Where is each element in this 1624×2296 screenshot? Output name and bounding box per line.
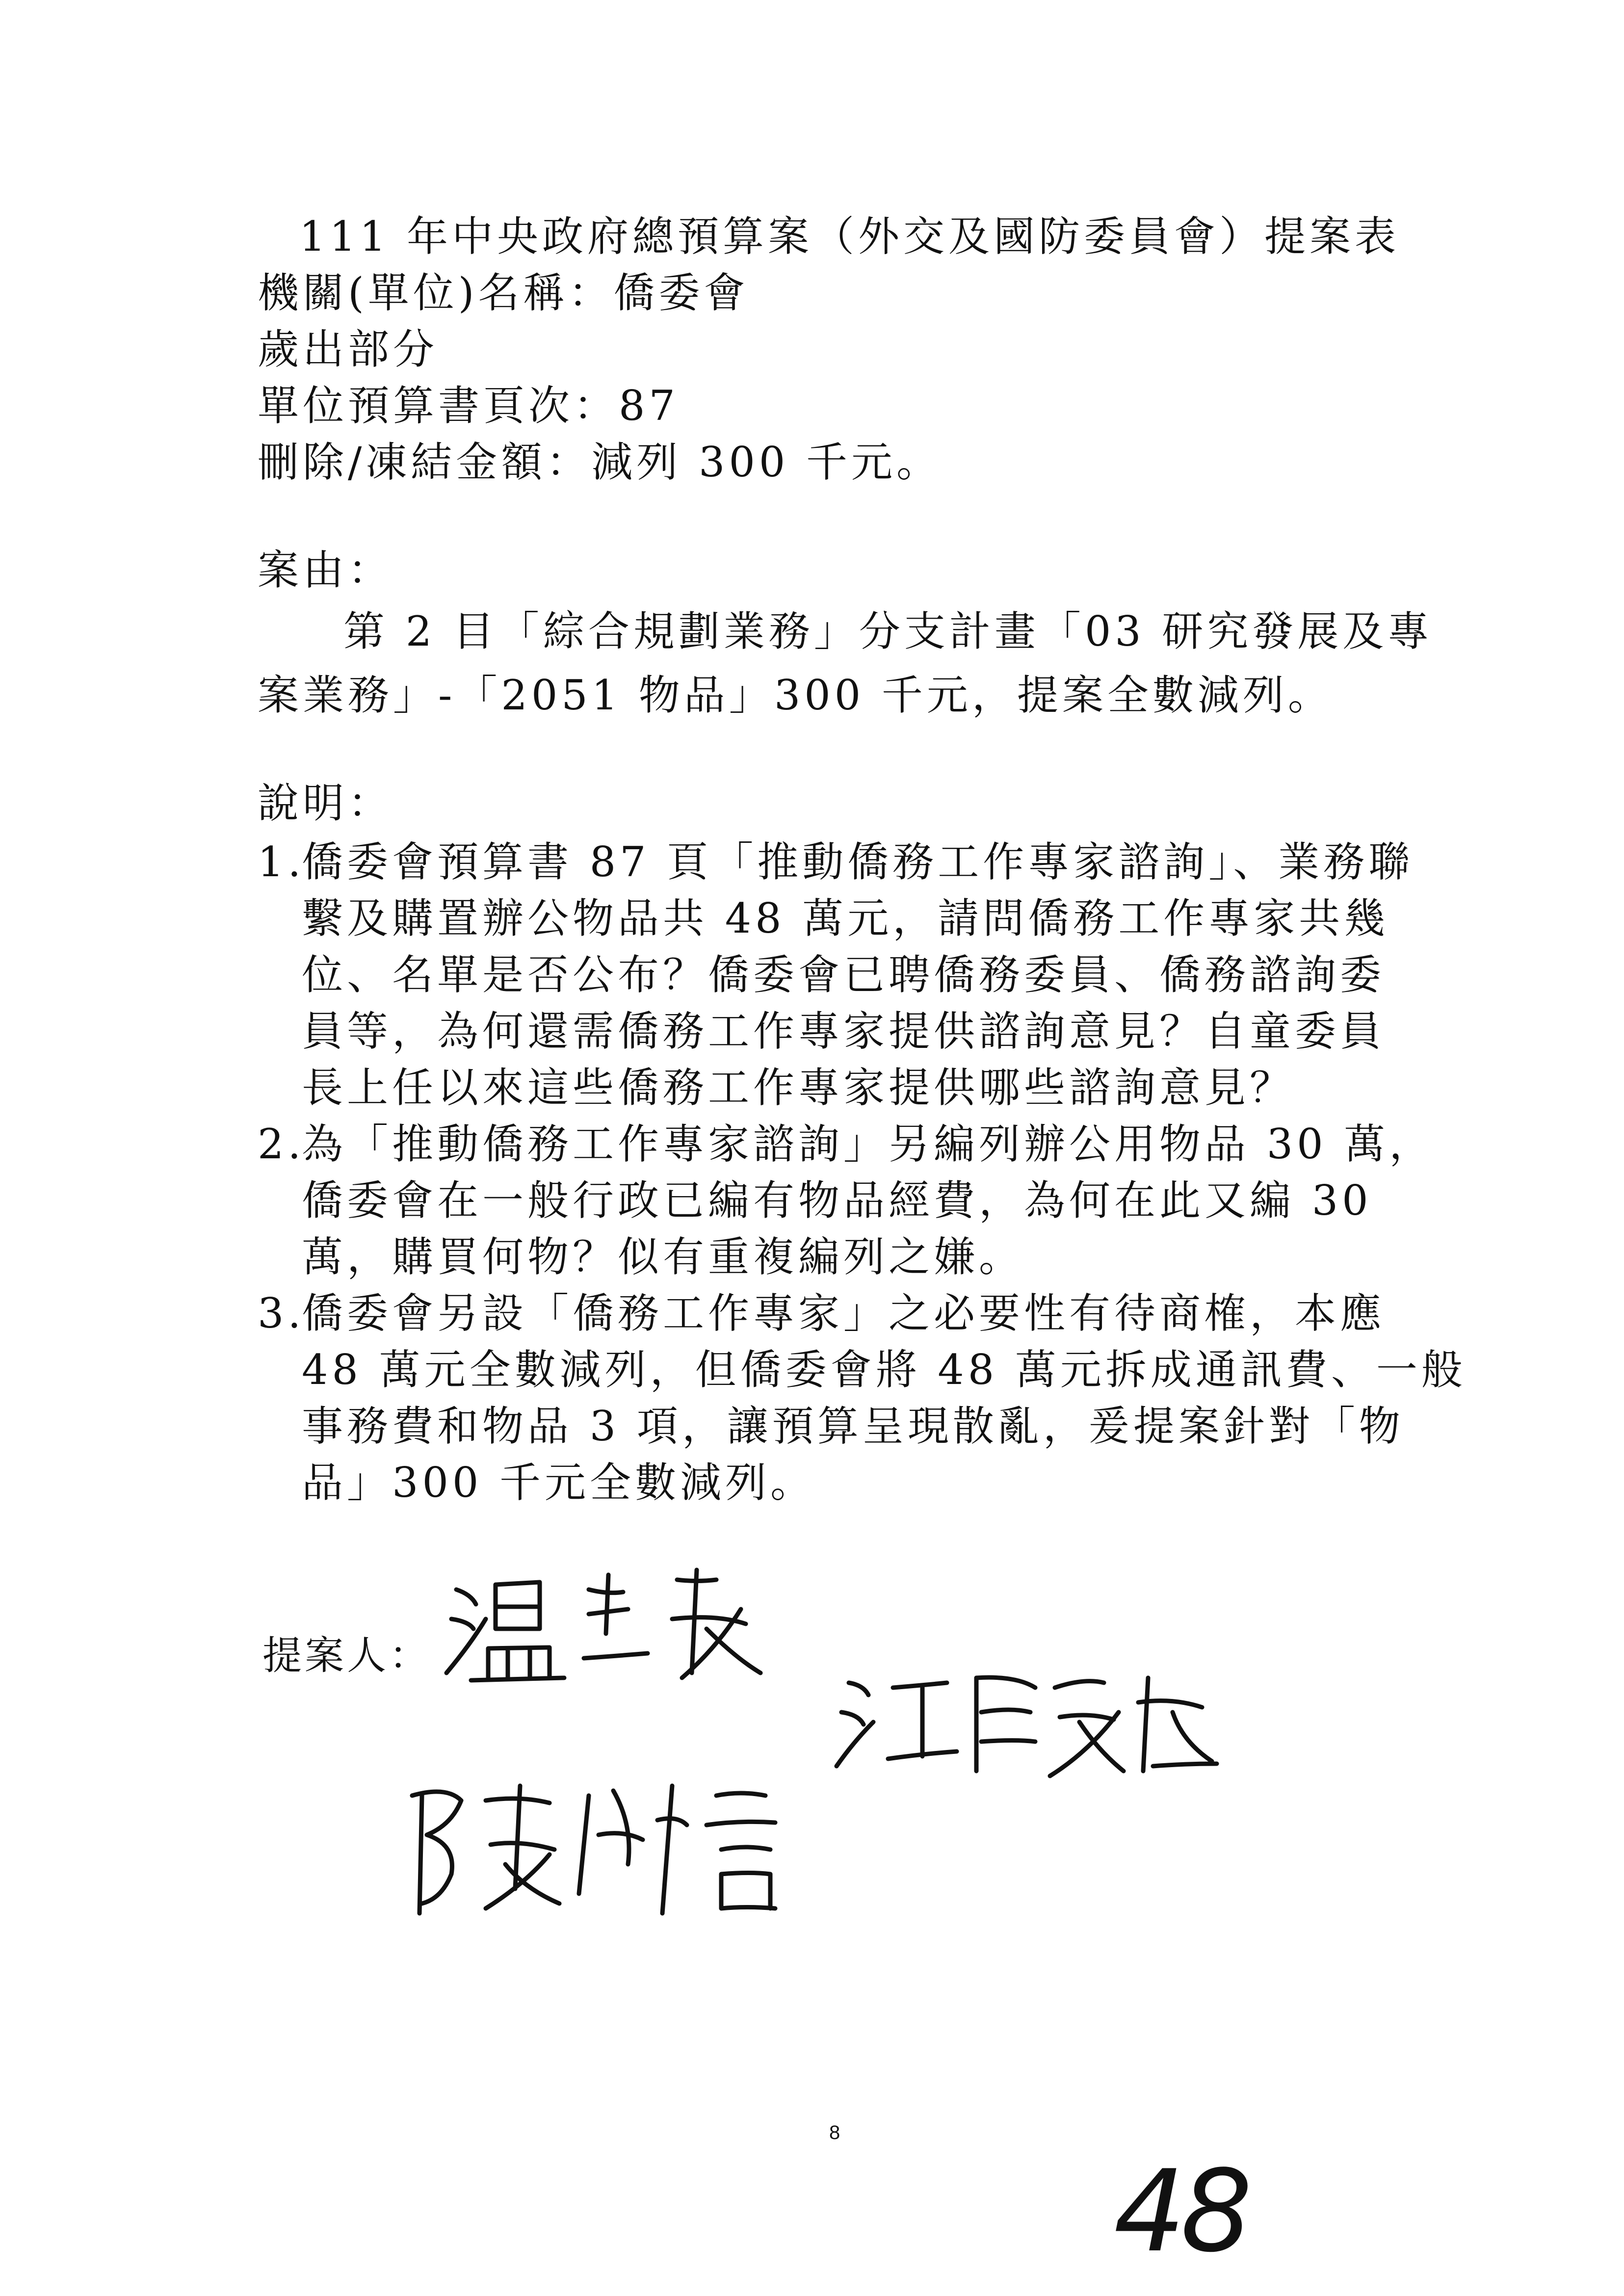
signature-chiang-chi-chen [829, 1658, 1231, 1791]
explanation-item-line: 萬，購買何物？似有重複編列之嫌。 [302, 1233, 1024, 1281]
signature-wen-yu-hsia [442, 1560, 795, 1697]
document-title: 111 年中央政府總預算案（外交及國防委員會）提案表 [299, 212, 1400, 261]
budget-section: 歲出部分 [258, 325, 439, 373]
explanation-item-line: 48 萬元全數減列，但僑委會將 48 萬元拆成通訊費、一般 [302, 1346, 1467, 1394]
explanation-item-number: 1. [258, 838, 305, 886]
agency-name: 機關(單位)名稱：僑委會 [258, 269, 749, 317]
proposer-label: 提案人： [262, 1633, 431, 1678]
explanation-item-line: 僑委會在一般行政已編有物品經費，為何在此又編 30 [302, 1176, 1372, 1225]
explanation-item-line: 位、名單是否公布？僑委會已聘僑務委員、僑務諮詢委 [302, 951, 1386, 999]
explanation-item-number: 3. [258, 1289, 305, 1337]
explanation-item-line: 僑委會預算書 87 頁「推動僑務工作專家諮詢」、業務聯 [302, 838, 1414, 886]
signature-chen-yi-hsin [402, 1766, 844, 1923]
explanation-item-line: 員等，為何還需僑務工作專家提供諮詢意見？自童委員 [302, 1007, 1386, 1055]
explanation-heading: 說明： [258, 779, 393, 827]
reason-line: 案業務」-「2051 物品」300 千元，提案全數減列。 [258, 671, 1333, 719]
explanation-item-line: 長上任以來這些僑務工作專家提供哪些諮詢意見？ [302, 1064, 1295, 1112]
reason-line: 第 2 目「綜合規劃業務」分支計畫「03 研究發展及專 [343, 607, 1433, 655]
explanation-item-line: 品」300 千元全數減列。 [302, 1459, 816, 1507]
page-number: 8 [829, 2122, 840, 2143]
reason-heading: 案由： [258, 546, 393, 594]
handwritten-page-number: 48 [1114, 2146, 1248, 2277]
explanation-item-line: 事務費和物品 3 項，讓預算呈現散亂，爰提案針對「物 [302, 1402, 1404, 1450]
cut-amount: 刪除/凍結金額：減列 300 千元。 [258, 438, 942, 486]
explanation-item-line: 繫及購置辦公物品共 48 萬元，請問僑務工作專家共幾 [302, 894, 1389, 942]
explanation-item-number: 2. [258, 1120, 305, 1168]
explanation-item-line: 僑委會另設「僑務工作專家」之必要性有待商榷，本應 [302, 1289, 1386, 1337]
budget-page-ref: 單位預算書頁次：87 [258, 382, 679, 430]
explanation-item-line: 為「推動僑務工作專家諮詢」另編列辦公用物品 30 萬， [302, 1120, 1435, 1168]
